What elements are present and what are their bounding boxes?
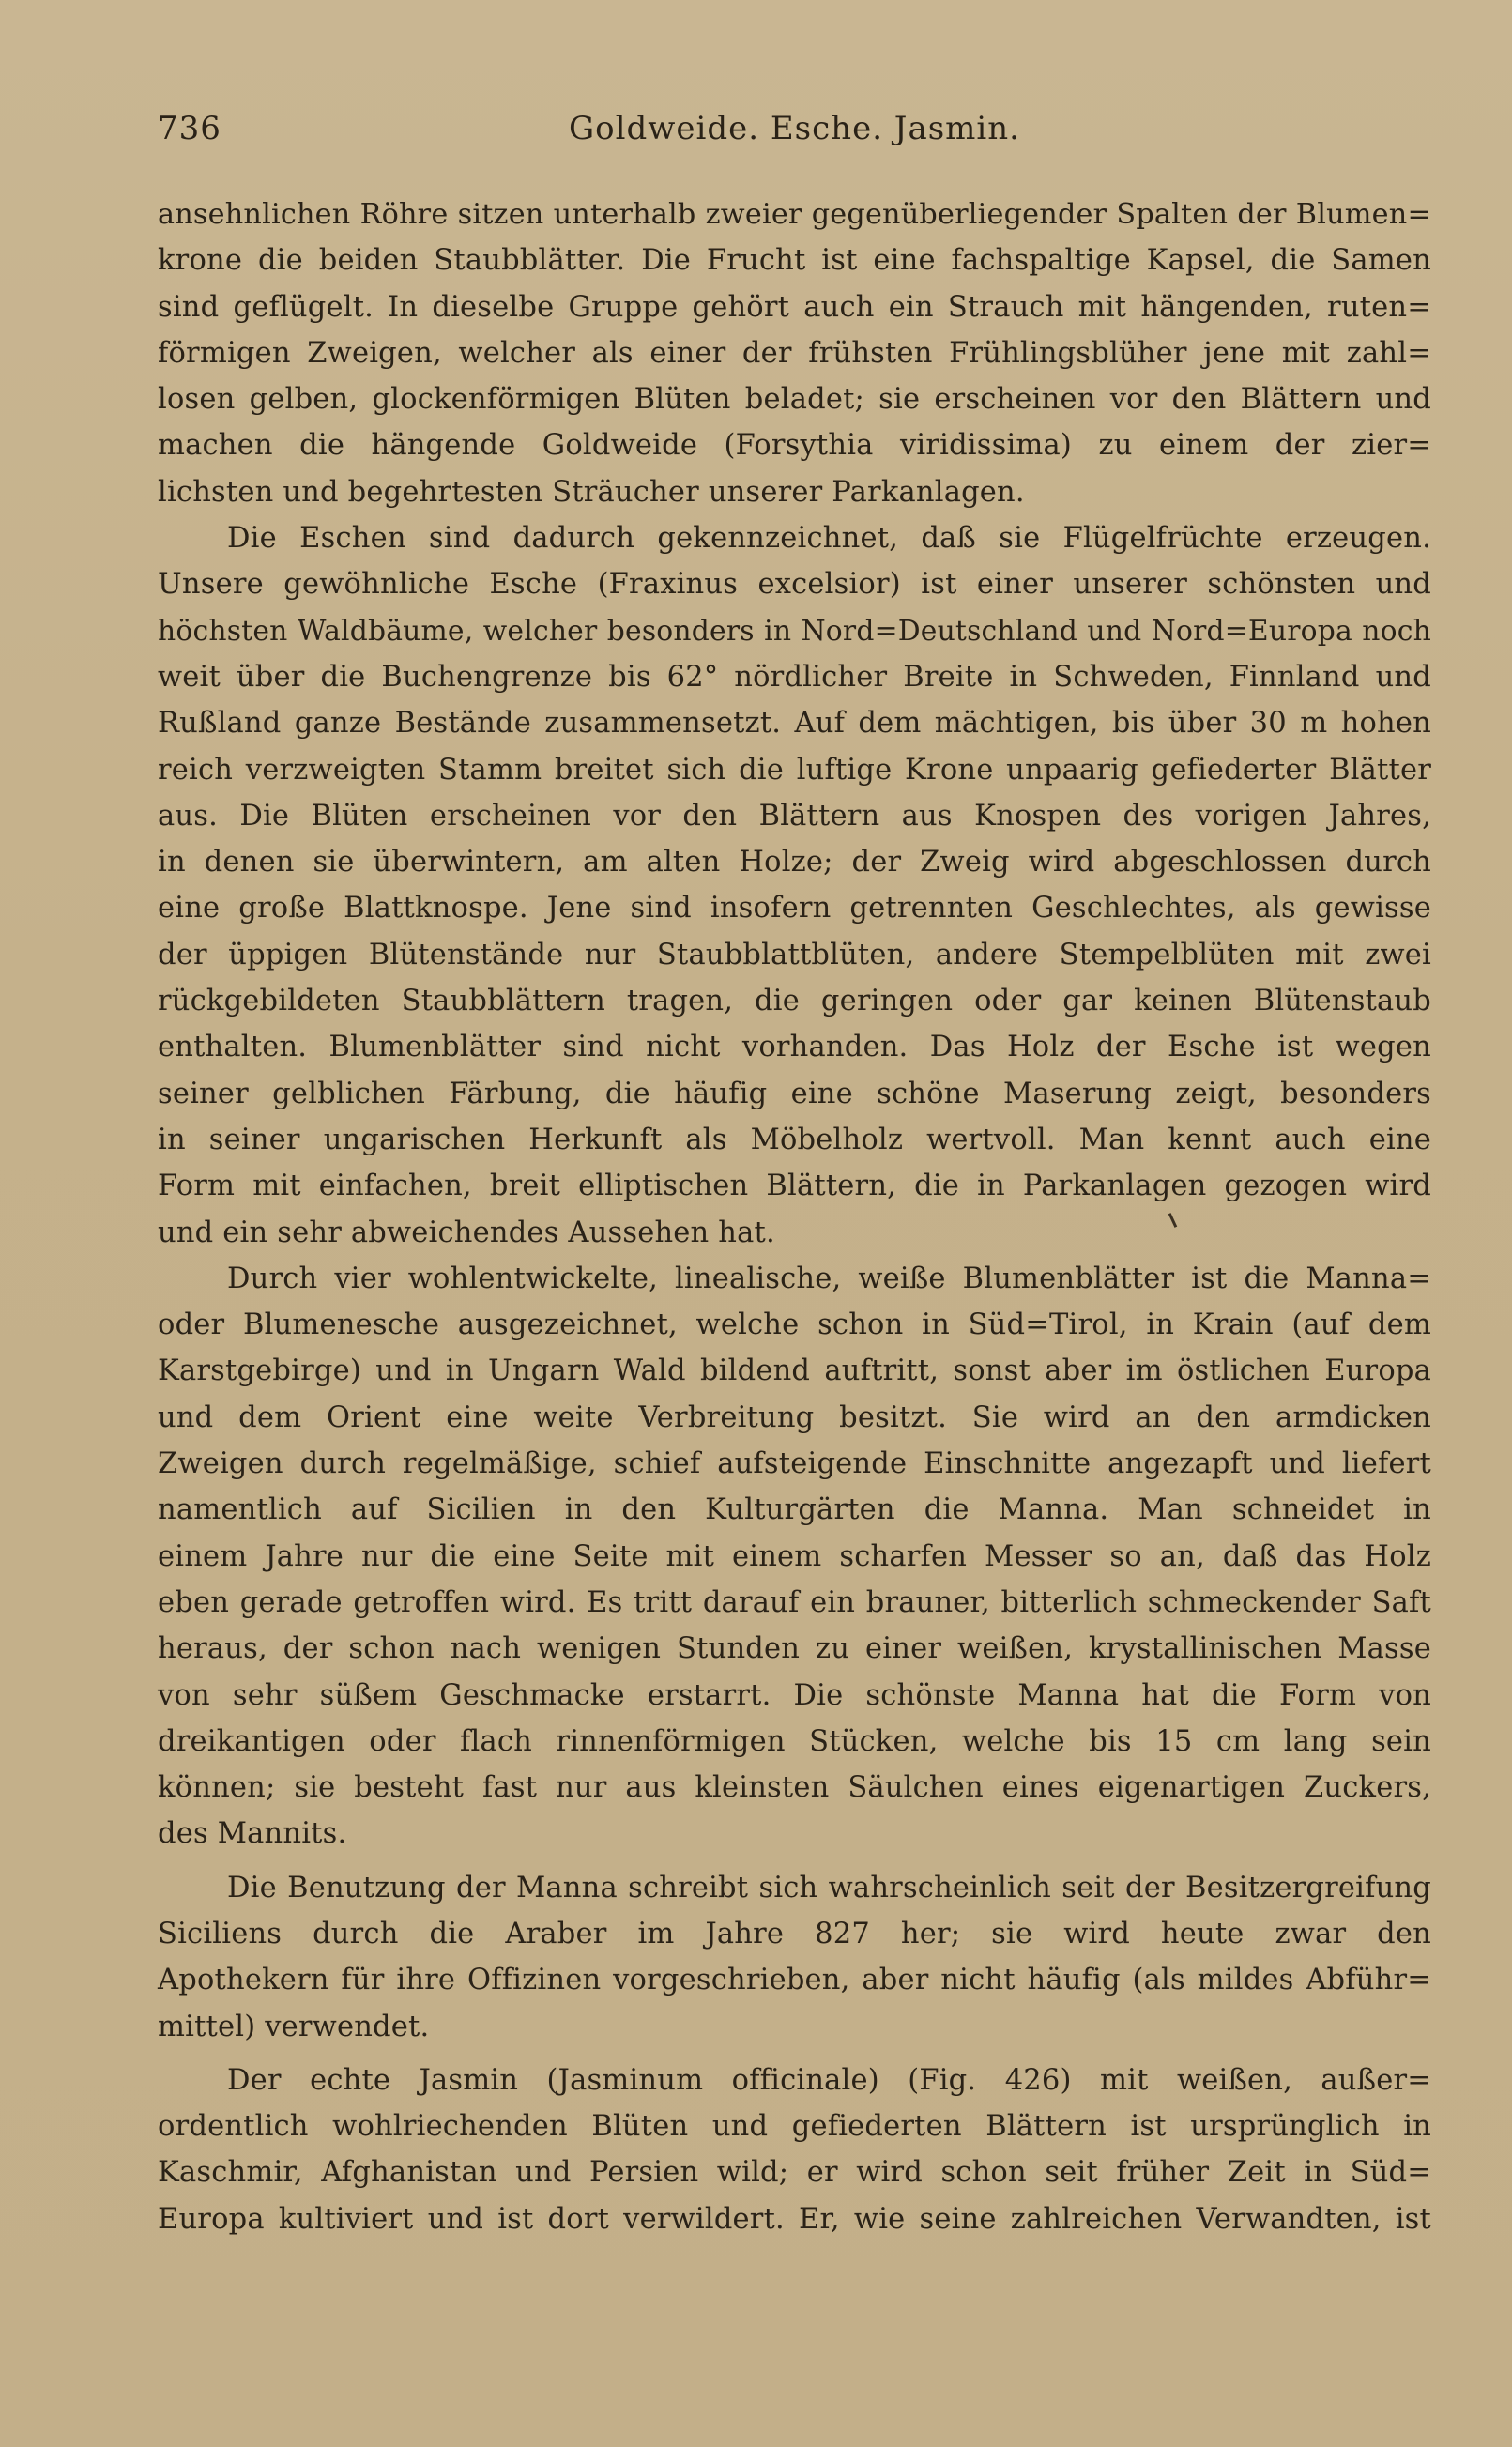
- text-line: oder Blumenesche ausgezeichnet, welche schon in Süd=Tirol, in Krain (auf dem: [158, 1308, 1431, 1342]
- page-number: 736: [158, 110, 221, 147]
- text-line: losen gelben, glockenförmigen Blüten beladet; sie erscheinen vor den Blättern und: [158, 383, 1431, 417]
- text-line: eben gerade getroffen wird. Es tritt darauf ein brauner, bitterlich schmeckender Saft: [158, 1585, 1431, 1619]
- text-line: Kaschmir, Afghanistan und Persien wild; er wird schon seit früher Zeit in Süd=: [158, 2156, 1431, 2190]
- text-line: in denen sie überwintern, am alten Holze; der Zweig wird abgeschlossen durch: [158, 846, 1431, 879]
- text-line: dreikantigen oder flach rinnenförmigen Stücken, welche bis 15 cm lang sein: [158, 1724, 1431, 1758]
- paragraph: [158, 1865, 1431, 2050]
- text-line: Unsere gewöhnliche Esche (Fraxinus excelsior) ist einer unserer schönsten und: [158, 568, 1431, 602]
- text-line: sind geflügelt. In dieselbe Gruppe gehört auch ein Strauch mit hängenden, ruten=: [158, 290, 1431, 324]
- text-line: rückgebildeten Staubblättern tragen, die geringen oder gar keinen Blütenstaub: [158, 985, 1431, 1018]
- text-line: eine große Blattknospe. Jene sind insofern getrennten Geschlechtes, als gewisse: [158, 892, 1431, 925]
- text-line: Der echte Jasmin (Jasminum officinale) (Fig. 426) mit weißen, außer=: [227, 2063, 1431, 2097]
- text-line: Form mit einfachen, breit elliptischen Blättern, die in Parkanlagen gezogen wird: [158, 1170, 1431, 1203]
- paragraph-gap: [158, 2050, 1431, 2057]
- paragraph: [158, 191, 1431, 515]
- text-line: mittel) verwendet.: [158, 2010, 430, 2043]
- text-line: reich verzweigten Stamm breitet sich die luftige Krone unpaarig gefiederter Blätter: [158, 753, 1431, 787]
- text-line: seiner gelblichen Färbung, die häufig eine schöne Maserung zeigt, besonders: [158, 1077, 1431, 1110]
- text-line: heraus, der schon nach wenigen Stunden zu einer weißen, krystallinischen Masse: [158, 1632, 1431, 1666]
- text-line: des Mannits.: [158, 1817, 347, 1851]
- text-line: ordentlich wohlriechenden Blüten und gefiederten Blättern ist ursprünglich in: [158, 2110, 1431, 2144]
- text-line: aus. Die Blüten erscheinen vor den Blättern aus Knospen des vorigen Jahres,: [158, 799, 1431, 833]
- paragraph: [158, 2057, 1431, 2242]
- paragraph: [158, 515, 1431, 1256]
- text-line: Die Eschen sind dadurch gekennzeichnet, daß sie Flügelfrüchte erzeugen.: [227, 522, 1431, 556]
- text-line: einem Jahre nur die eine Seite mit einem scharfen Messer so an, daß das Holz: [158, 1539, 1431, 1573]
- text-line: und ein sehr abweichendes Aussehen hat.: [158, 1216, 775, 1249]
- text-line: und dem Orient eine weite Verbreitung besitzt. Sie wird an den armdicken: [158, 1400, 1431, 1434]
- paragraph-gap: [158, 1858, 1431, 1865]
- page-body: [158, 191, 1431, 2242]
- paragraph: [158, 1256, 1431, 1858]
- text-line: weit über die Buchengrenze bis 62° nördlicher Breite in Schweden, Finnland und: [158, 660, 1431, 694]
- page-header: [158, 105, 1431, 152]
- text-line: Rußland ganze Bestände zusammensetzt. Auf dem mächtigen, bis über 30 m hohen: [158, 707, 1431, 741]
- text-line: der üppigen Blütenstände nur Staubblattblüten, andere Stempelblüten mit zwei: [158, 938, 1431, 971]
- text-line: Die Benutzung der Manna schreibt sich wahrscheinlich seit der Besitzergreifung: [227, 1871, 1431, 1904]
- text-line: ansehnlichen Röhre sitzen unterhalb zweier gegenüberliegender Spalten der Blumen=: [158, 198, 1431, 231]
- text-line: krone die beiden Staubblätter. Die Frucht ist eine fachspaltige Kapsel, die Samen: [158, 244, 1431, 278]
- text-line: lichsten und begehrtesten Sträucher unserer Parkanlagen.: [158, 475, 1025, 509]
- text-line: machen die hängende Goldweide (Forsythia viridissima) zu einem der zier=: [158, 429, 1431, 463]
- text-line: in seiner ungarischen Herkunft als Möbelholz wertvoll. Man kennt auch eine: [158, 1123, 1431, 1156]
- running-head: Goldweide. Esche. Jasmin.: [569, 110, 1020, 147]
- text-line: namentlich auf Sicilien in den Kulturgärten die Manna. Man schneidet in: [158, 1493, 1431, 1527]
- text-line: Europa kultiviert und ist dort verwildert. Er, wie seine zahlreichen Verwandten, ist: [158, 2202, 1431, 2236]
- text-line: Zweigen durch regelmäßige, schief aufsteigende Einschnitte angezapft und liefert: [158, 1447, 1431, 1481]
- text-line: Durch vier wohlentwickelte, linealische, weiße Blumenblätter ist die Manna=: [227, 1262, 1431, 1295]
- text-line: enthalten. Blumenblätter sind nicht vorhanden. Das Holz der Esche ist wegen: [158, 1031, 1431, 1064]
- text-line: förmigen Zweigen, welcher als einer der frühsten Frühlingsblüher jene mit zahl=: [158, 336, 1431, 370]
- text-line: von sehr süßem Geschmacke erstarrt. Die schönste Manna hat die Form von: [158, 1678, 1431, 1712]
- text-line: Karstgebirge) und in Ungarn Wald bildend auftritt, sonst aber im östlichen Europa: [158, 1354, 1431, 1388]
- text-line: Siciliens durch die Araber im Jahre 827 her; sie wird heute zwar den: [158, 1917, 1431, 1950]
- text-line: Apothekern für ihre Offizinen vorgeschrieben, aber nicht häufig (als mildes Abführ=: [158, 1964, 1431, 1997]
- text-line: können; sie besteht fast nur aus kleinsten Säulchen eines eigenartigen Zuckers,: [158, 1771, 1431, 1805]
- text-line: höchsten Waldbäume, welcher besonders in Nord=Deutschland und Nord=Europa noch: [158, 614, 1431, 648]
